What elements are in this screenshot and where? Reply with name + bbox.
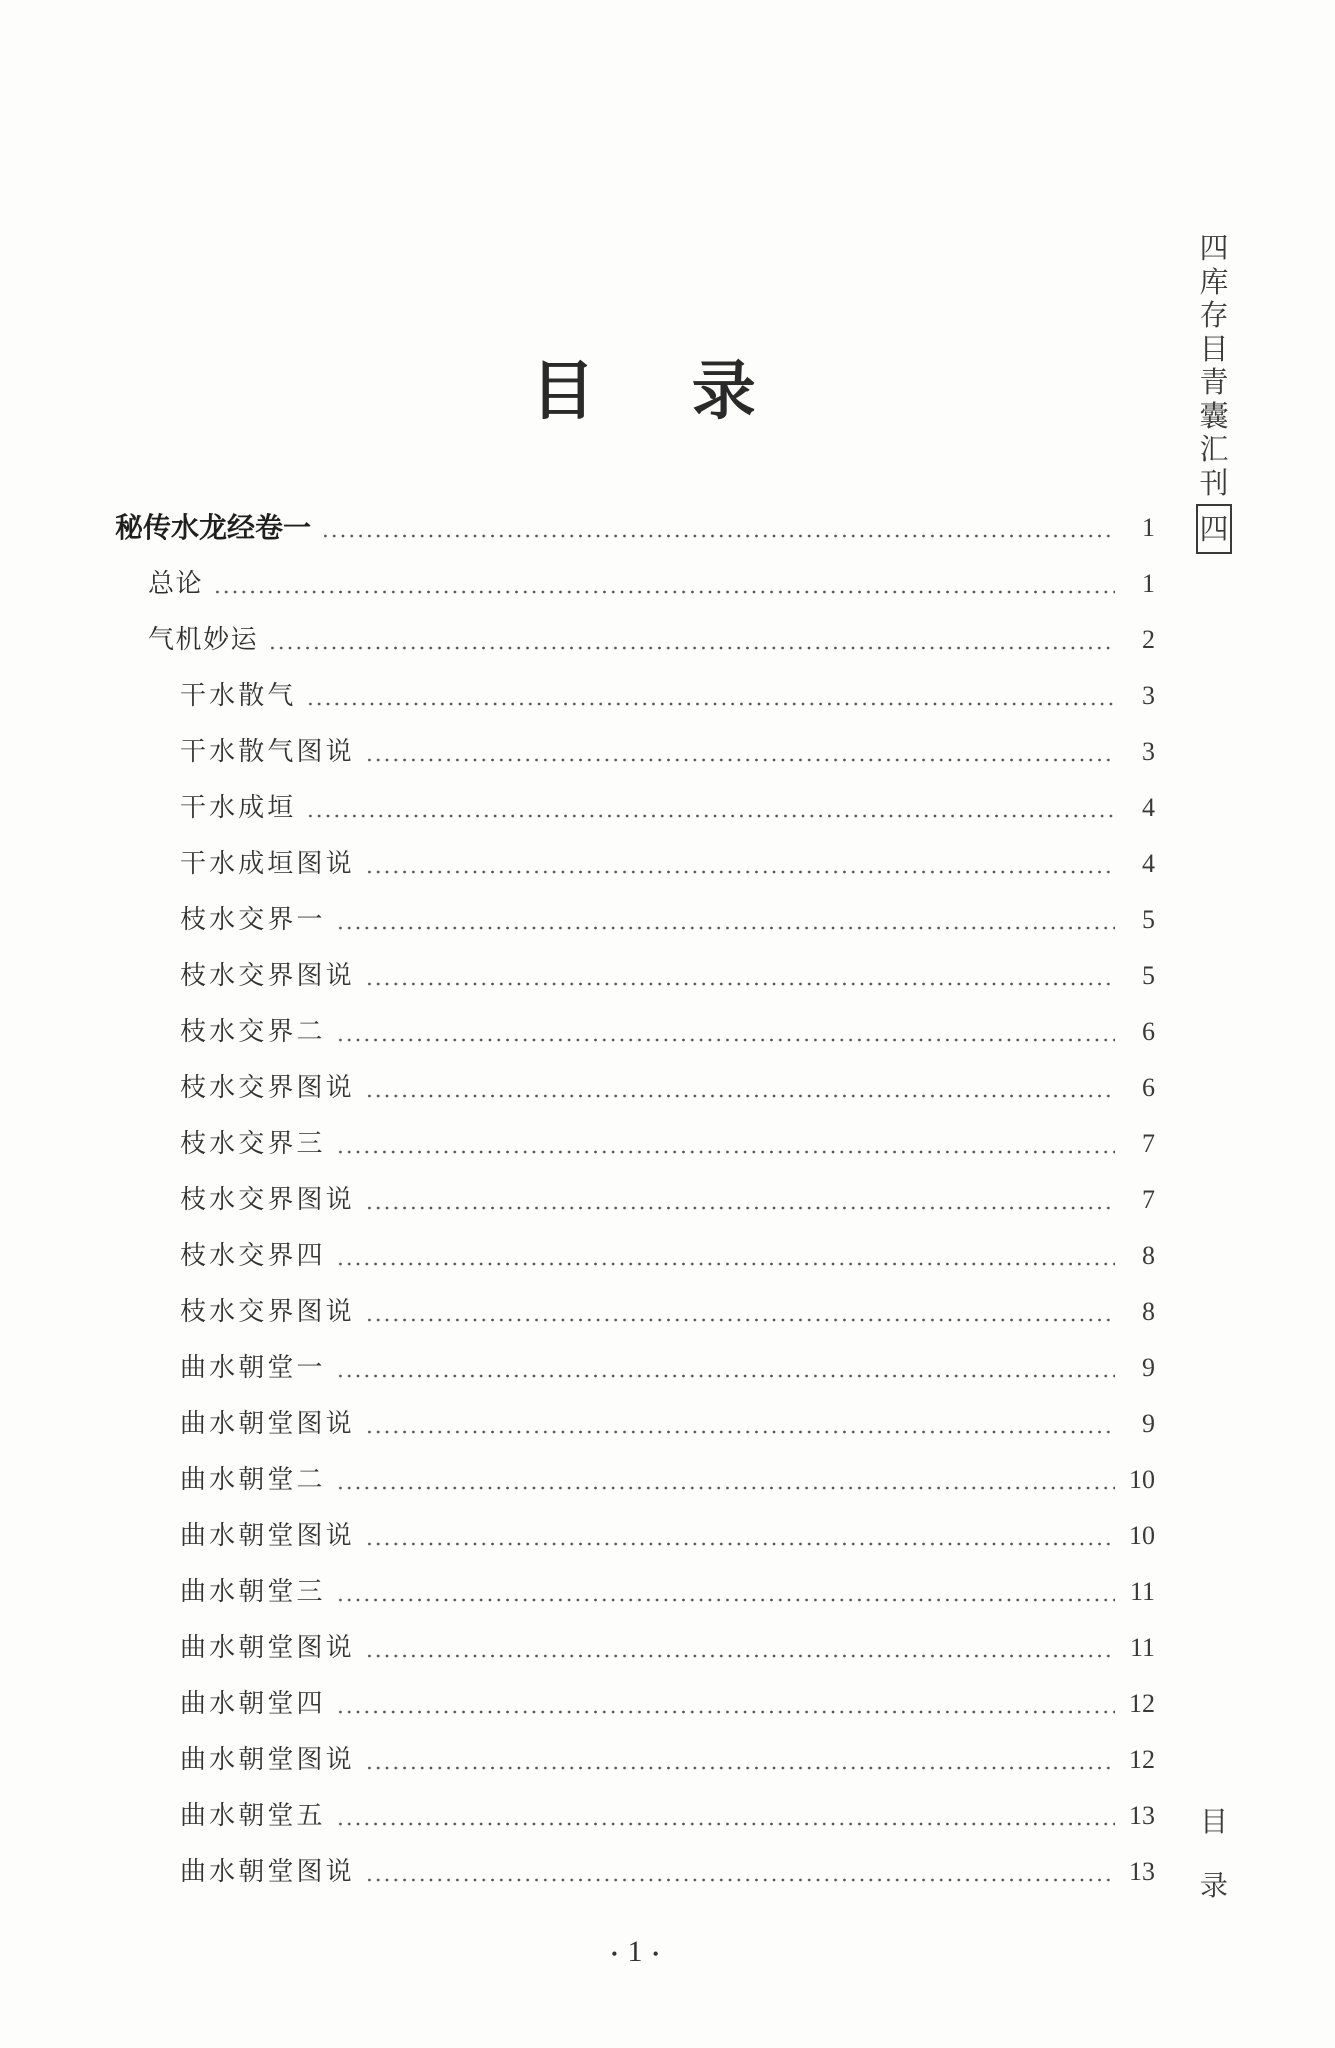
toc-entry-page: 6 [1142,1017,1155,1046]
toc-entry-page: 9 [1142,1353,1155,1382]
toc-entry-page: 5 [1142,961,1155,990]
toc-entry [180,900,1155,940]
toc-leader-dots [336,1236,1115,1276]
toc-leader-dots [365,956,1115,996]
toc-entry [180,1740,1155,1780]
series-title-char: 汇 [1199,432,1229,466]
toc-entry [180,1572,1155,1612]
toc-entry-title: 枝水交界图说 [180,1297,355,1327]
toc-entry [180,1124,1155,1164]
volume-number: 四 [1196,504,1232,554]
toc-entry-page: 7 [1142,1185,1155,1214]
series-title-vertical [1196,232,1232,554]
toc-leader-dots [321,508,1115,548]
toc-entry [180,1628,1155,1668]
toc-entry [180,1180,1155,1220]
toc-leader-dots [365,1180,1115,1220]
toc-entry [180,1292,1155,1332]
toc-leader-dots [336,900,1115,940]
toc-entry-title: 曲水朝堂图说 [180,1633,355,1663]
toc-leader-dots [336,1684,1115,1724]
toc-entry-title: 枝水交界图说 [180,1073,355,1103]
toc-entry-title: 干水成垣图说 [180,849,355,879]
toc-entry-title: 曲水朝堂五 [180,1801,326,1831]
series-title-char: 青 [1199,365,1229,399]
toc-entry [180,1852,1155,1892]
toc-entry [180,1684,1155,1724]
section-label-char: 目 [1199,1805,1228,1838]
series-title-char: 刊 [1199,465,1229,500]
toc-entry-page: 1 [1142,569,1155,598]
section-label-char: 录 [1199,1869,1228,1902]
toc-entry [180,1236,1155,1276]
toc-entry [180,844,1155,884]
toc-entry [180,1348,1155,1388]
toc-entry-title: 干水成垣 [180,793,297,823]
toc-entry [180,1012,1155,1052]
toc-entry-title: 枝水交界三 [180,1129,326,1159]
toc-entry-page: 2 [1142,625,1155,654]
toc-leader-dots [268,620,1115,660]
toc-entry-page: 1 [1142,513,1155,542]
toc-entry-page: 7 [1142,1129,1155,1158]
toc-entry-title: 曲水朝堂图说 [180,1521,355,1551]
toc-entry-page: 3 [1142,737,1155,766]
toc-leader-dots [336,1460,1115,1500]
toc-entry-title: 枝水交界一 [180,905,326,935]
toc-entry [180,788,1155,828]
toc-entry [180,1796,1155,1836]
folio-number: 1 [627,1935,643,1968]
toc-entry-page: 5 [1142,905,1155,934]
toc-entry-page: 3 [1142,681,1155,710]
toc-entry-title: 曲水朝堂二 [180,1465,326,1495]
toc-leader-dots [306,676,1115,716]
toc-entry-page: 8 [1142,1297,1155,1326]
toc-entry-page: 10 [1129,1465,1155,1494]
toc-entry-page: 12 [1129,1689,1155,1718]
toc-entry-page: 6 [1142,1073,1155,1102]
toc-entry-title: 气机妙运 [148,625,259,655]
toc-entry-page: 10 [1129,1521,1155,1550]
toc-entry-title: 枝水交界二 [180,1017,326,1047]
series-title-char: 库 [1199,264,1229,299]
toc-leader-dots [336,1124,1115,1164]
toc-entry-page: 4 [1142,849,1155,878]
toc-entry [180,956,1155,996]
page-title: 目 录 [531,354,759,429]
toc-entry-page: 9 [1142,1409,1155,1438]
series-title-char: 目 [1199,331,1229,366]
toc-leader-dots [365,1852,1115,1892]
toc-entry-title: 曲水朝堂四 [180,1689,326,1719]
toc-leader-dots [365,1068,1115,1108]
series-title-char: 囊 [1199,398,1229,433]
toc-entry-title: 曲水朝堂三 [180,1577,326,1607]
series-title-char: 四 [1199,231,1229,265]
toc-leader-dots [365,1516,1115,1556]
toc-leader-dots [336,1348,1115,1388]
toc-entry-title: 枝水交界四 [180,1241,326,1271]
series-title-char: 存 [1199,298,1229,332]
toc-entry-title: 枝水交界图说 [180,961,355,991]
toc-entry-page: 13 [1129,1801,1155,1830]
toc-entry-title: 曲水朝堂图说 [180,1857,355,1887]
toc-entry-page: 4 [1142,793,1155,822]
toc-entry [180,676,1155,716]
toc-entry-page: 11 [1129,1577,1155,1606]
toc-leader-dots [365,844,1115,884]
toc-entry-page: 12 [1129,1745,1155,1774]
folio-bullet-left: • [611,1943,618,1964]
toc-entry-title: 曲水朝堂图说 [180,1745,355,1775]
toc-entry [148,564,1155,604]
toc-entry-title: 干水散气图说 [180,737,355,767]
toc-leader-dots [336,1012,1115,1052]
toc-entry [115,508,1155,548]
toc-entry-title: 曲水朝堂图说 [180,1409,355,1439]
toc-entry [180,1068,1155,1108]
toc-leader-dots [365,1292,1115,1332]
toc-entry [180,1516,1155,1556]
toc-entry [180,1460,1155,1500]
toc-leader-dots [365,1404,1115,1444]
folio-bullet-right: • [652,1943,659,1964]
toc-entry-page: 8 [1142,1241,1155,1270]
toc-leader-dots [306,788,1115,828]
toc-leader-dots [365,1628,1115,1668]
toc-leader-dots [336,1796,1115,1836]
toc-leader-dots [213,564,1115,604]
toc-entry-title: 枝水交界图说 [180,1185,355,1215]
toc-leader-dots [336,1572,1115,1612]
toc-entry-title: 总论 [148,569,204,599]
toc-entry-page: 13 [1129,1857,1155,1886]
toc-entry-title: 曲水朝堂一 [180,1353,326,1383]
toc-leader-dots [365,732,1115,772]
toc-entry [180,1404,1155,1444]
toc-entry [148,620,1155,660]
section-label-vertical [1196,1790,1232,1918]
toc-entry-title: 秘传水龙经卷一 [115,511,312,544]
toc-entry [180,732,1155,772]
toc-entry-title: 干水散气 [180,681,297,711]
toc-entry-page: 11 [1129,1633,1155,1662]
page-number [0,1935,1270,1969]
toc-leader-dots [365,1740,1115,1780]
